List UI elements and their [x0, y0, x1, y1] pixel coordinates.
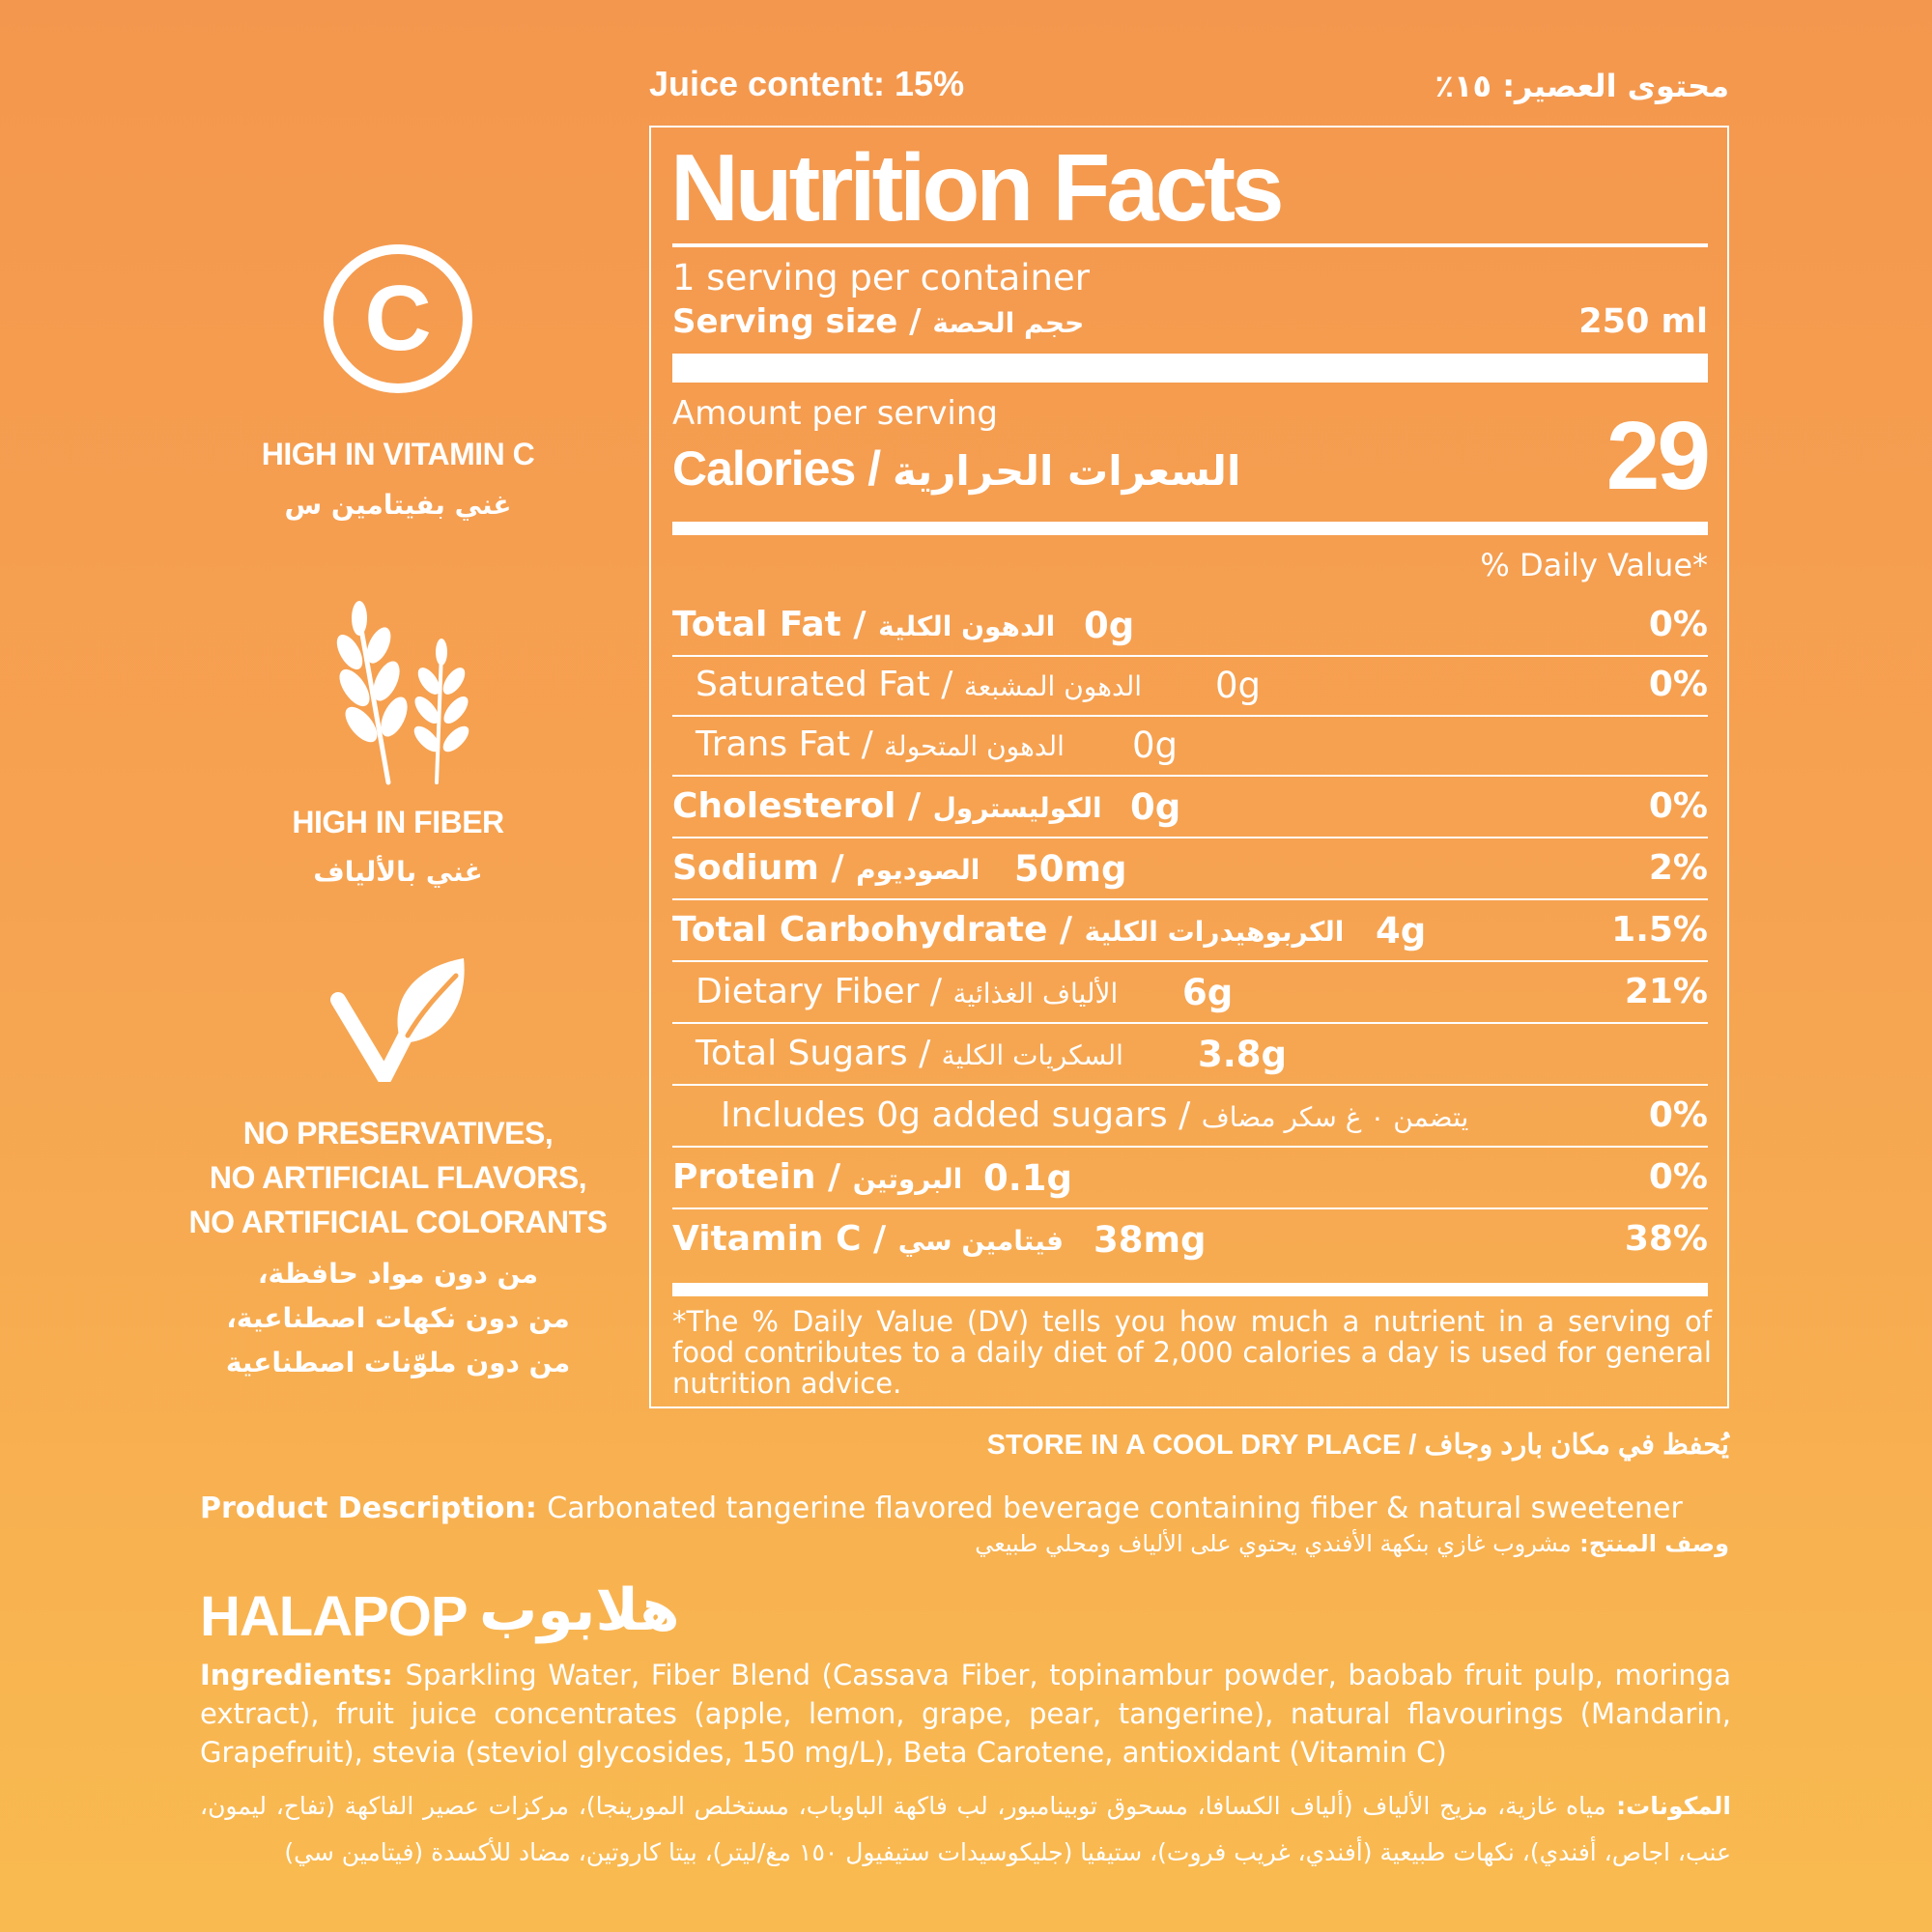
product-description-label: Product Description:	[200, 1492, 548, 1525]
badge-natural-label-ar	[128, 1252, 668, 1385]
ingredients	[200, 1656, 1731, 1772]
row-label: Protein / البروتين	[672, 1157, 963, 1197]
serving-size-value: 250 ml	[1578, 302, 1708, 341]
vitamin-c-icon	[321, 242, 475, 396]
row-sodium	[672, 840, 1708, 900]
calories-ar: السعرات الحرارية	[893, 447, 1241, 495]
brand-name: HALAPOP	[200, 1585, 468, 1648]
row-cholesterol	[672, 779, 1708, 838]
row-divider	[672, 1146, 1708, 1148]
serving-size-en: Serving size /	[672, 302, 933, 341]
row-divider	[672, 1084, 1708, 1086]
badge-natural	[328, 956, 473, 1086]
row-amount: 4g	[1376, 910, 1427, 952]
calories-value: 29	[1605, 402, 1708, 510]
row-label: Saturated Fat / الدهون المشبعة	[696, 665, 1143, 704]
row-divider	[672, 898, 1708, 900]
row-label: Dietary Fiber / الألياف الغذائية	[696, 972, 1119, 1011]
juice-content-en: Juice content: 15%	[649, 64, 965, 103]
daily-value-heading: % Daily Value*	[1480, 547, 1708, 583]
storage-instructions: STORE IN A COOL DRY PLACE / يُحفظ في مكان بارد وجاف	[986, 1430, 1729, 1461]
row-divider	[672, 1022, 1708, 1024]
row-daily-value: 2%	[1648, 848, 1708, 888]
product-description	[200, 1492, 1683, 1525]
row-added-sugars	[672, 1088, 1708, 1148]
badge-natural-label	[128, 1111, 668, 1244]
row-amount: 6g	[1182, 972, 1234, 1013]
row-dietary-fiber	[672, 964, 1708, 1024]
row-total-carbohydrate	[672, 902, 1708, 962]
rule-thick-1	[672, 354, 1708, 383]
servings-per-container: 1 serving per container	[672, 257, 1090, 298]
leaf-check-icon	[328, 956, 473, 1082]
rule-thick-3	[672, 1283, 1708, 1296]
row-daily-value: 0%	[1648, 605, 1708, 644]
row-amount: 3.8g	[1198, 1034, 1288, 1075]
row-label: Cholesterol / الكوليسترول	[672, 786, 1102, 826]
product-description-ar	[975, 1530, 1729, 1557]
brand-name-ar: هلابوب	[479, 1577, 680, 1644]
row-daily-value: 0%	[1648, 786, 1708, 826]
row-divider	[672, 960, 1708, 962]
badge-natural-line-2: NO ARTIFICIAL FLAVORS,	[209, 1160, 587, 1195]
row-total-fat	[672, 597, 1708, 657]
row-label: Total Sugars / السكريات الكلية	[696, 1034, 1123, 1073]
badge-vitamin-c-label: HIGH IN VITAMIN C	[261, 437, 535, 471]
row-protein	[672, 1150, 1708, 1209]
row-divider	[672, 1208, 1708, 1209]
row-amount: 38mg	[1094, 1219, 1207, 1261]
row-daily-value: 38%	[1624, 1219, 1708, 1259]
nutrition-facts-title: Nutrition Facts	[670, 134, 1281, 241]
row-label: Total Fat / الدهون الكلية	[672, 605, 1056, 644]
row-vitamin-c	[672, 1211, 1708, 1271]
badge-vitamin-c	[128, 242, 668, 396]
product-description-label-ar: وصف المنتج:	[1571, 1530, 1729, 1557]
badge-fiber-label: HIGH IN FIBER	[292, 805, 504, 839]
serving-size-ar: حجم الحصة	[932, 307, 1085, 339]
ingredients-label-ar: المكونات:	[1605, 1792, 1731, 1820]
row-label: Sodium / الصوديوم	[672, 848, 980, 888]
row-amount: 0g	[1132, 724, 1179, 766]
row-amount: 0g	[1130, 786, 1181, 828]
badge-natural-line-1: NO PRESERVATIVES,	[242, 1116, 554, 1151]
wheat-icon	[321, 599, 475, 787]
ingredients-label: Ingredients:	[200, 1659, 406, 1691]
row-amount: 50mg	[1014, 848, 1127, 890]
rule-thick-2	[672, 522, 1708, 535]
row-label: Vitamin C / فيتامين سي	[672, 1219, 1064, 1259]
row-daily-value: 1.5%	[1611, 910, 1708, 950]
row-divider	[672, 775, 1708, 777]
row-trans-fat	[672, 717, 1708, 777]
badge-natural-ar-line-2: من دون نكهات اصطناعية،	[226, 1302, 570, 1334]
ingredients-text: Sparkling Water, Fiber Blend (Cassava Fiber, topinambur powder, baobab fruit pulp, moringa extract), fruit juice concentrates (apple, lemon, grape, pear, tangerine), natural flavourings (Mandarin, Grapefruit), stevia (steviol glycosides, 150 mg/L), Beta Carotene, antioxidant (Vitamin C)	[200, 1659, 1731, 1769]
row-divider	[672, 837, 1708, 838]
row-amount: 0g	[1215, 665, 1262, 706]
row-daily-value: 0%	[1648, 1095, 1708, 1135]
vitamin-c-letter: C	[364, 267, 432, 370]
badge-fiber	[321, 599, 475, 791]
product-description-text: Carbonated tangerine flavored beverage containing fiber & natural sweetener	[547, 1492, 1683, 1525]
row-daily-value: 0%	[1648, 1157, 1708, 1197]
daily-value-footnote: *The % Daily Value (DV) tells you how much a nutrient in a serving of food contributes to a daily diet of 2,000 calories a day is used for general nutrition advice.	[672, 1305, 1712, 1400]
row-label: Trans Fat / الدهون المتحولة	[696, 724, 1065, 764]
rule-top	[672, 243, 1708, 247]
row-daily-value: 0%	[1648, 665, 1708, 704]
amount-per-serving: Amount per serving	[672, 394, 999, 433]
badge-natural-ar-line-1: من دون مواد حافظة،	[257, 1258, 539, 1290]
calories-label	[672, 440, 1240, 497]
product-description-text-ar: مشروب غازي بنكهة الأفندي يحتوي على الألياف ومحلي طبيعي	[975, 1530, 1572, 1557]
serving-size-label	[672, 302, 1084, 341]
badge-natural-line-3: NO ARTIFICIAL COLORANTS	[188, 1205, 608, 1239]
calories-en: Calories /	[672, 441, 893, 496]
row-saturated-fat	[672, 657, 1708, 717]
juice-content-ar: محتوى العصير: ١٥٪	[1435, 68, 1729, 104]
row-daily-value: 21%	[1624, 972, 1708, 1011]
row-label: Total Carbohydrate / الكربوهيدرات الكلية	[672, 910, 1345, 950]
row-label: Includes 0g added sugars / يتضمن ٠ غ سكر مضاف	[721, 1095, 1469, 1135]
row-amount: 0.1g	[983, 1157, 1073, 1199]
badge-natural-ar-line-3: من دون ملوّنات اصطناعية	[225, 1347, 571, 1378]
badge-fiber-label-ar: غني بالألياف	[313, 856, 483, 888]
row-total-sugars	[672, 1026, 1708, 1086]
row-amount: 0g	[1084, 605, 1135, 646]
ingredients-text-ar: مياه غازية، مزيج الألياف (ألياف الكسافا، مسحوق توبينامبور، لب فاكهة الباوباب، مستخلص المورينجا)، مركزات عصير الفاكهة (تفاح، ليمون، عنب، اجاص، أفندي)، نكهات طبيعية (أفندي، غريب فروت)، ستيفيا (جليكوسيدات ستيفيول ١٥٠ مغ/ليتر)، بيتا كاروتين، مضاد للأكسدة (فيتامين سي)	[200, 1792, 1731, 1866]
badge-vitamin-c-label-ar: غني بفيتامين س	[284, 489, 512, 521]
ingredients-ar	[200, 1783, 1731, 1876]
